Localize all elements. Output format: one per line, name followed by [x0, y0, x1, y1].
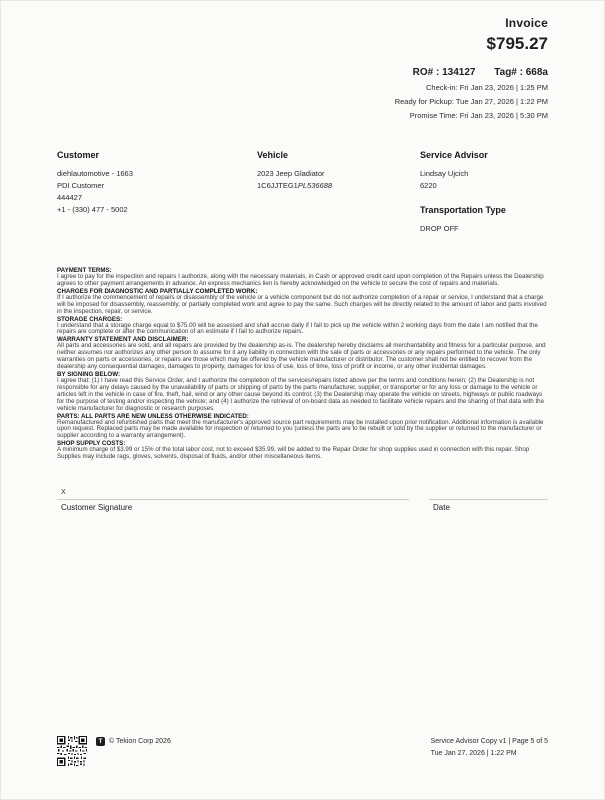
- term-diagnostic-charges: [57, 288, 548, 316]
- vehicle-model: 2023 Jeep Gladiator: [257, 169, 325, 178]
- service-advisor-block: [420, 150, 548, 235]
- term-storage-charges: [57, 316, 548, 337]
- vin-prefix: 1C6JJTEG1: [257, 181, 298, 190]
- term-warranty-disclaimer: [57, 336, 548, 371]
- transportation-type-value: DROP OFF: [420, 224, 459, 233]
- term-heading: BY SIGNING BELOW:: [57, 370, 121, 378]
- advisor-name: Lindsay Ujcich: [420, 169, 469, 178]
- customer-signature-label: Customer Signature: [61, 503, 133, 513]
- term-shop-supply-costs: [57, 440, 548, 461]
- date-label: Date: [433, 503, 450, 513]
- document-header: [1, 1, 604, 120]
- term-body: All parts and accessories are sold, and all repairs are provided by the dealership as-is. The dealership hereby disclaims all merchantability and fitness for a particular purpose, and neither assumes nor authorizes any other person to assume for it any liability in connection with the sale of parts or accessories or any repairs performed to the vehicle. The only warranties on parts or accessories, or repairs are those which may be offered by the vehicle manufacturer or distributor. The customer shall not be entitled to recover from the dealership any consequential damages, damages to property, damages for loss of use, loss of time, loss of profit or income, or any other incidental damages.: [57, 342, 546, 371]
- vehicle-block: [257, 150, 420, 235]
- tag-number: Tag# : 668a: [494, 67, 548, 78]
- terms-and-conditions-section: [1, 267, 604, 461]
- term-payment-terms: [57, 267, 548, 288]
- term-body: I understand that a storage charge equal to $75.00 will be assessed and shall accrue daily if I fail to pick up the vehicle within 2 working days from the date I am notified that the repairs are complete or after the communication of an estimate if I fail to authorize repairs.: [57, 321, 538, 336]
- invoice-total-amount: $795.27: [486, 34, 548, 53]
- vehicle-vin: [257, 180, 420, 192]
- customer-phone: +1 - (330) 477 - 5002: [57, 205, 128, 214]
- service-advisor-heading: Service Advisor: [420, 150, 488, 160]
- term-body: A minimum charge of $3.99 or 15% of the total labor cost, not to exceed $35.99, will be added to the Repair Order for shop supplies used in connection with this repair. Shop Supplies may include rags, gloves, solvents, disposal of fluids, and/or other miscellaneous items.: [57, 446, 530, 461]
- customer-heading: Customer: [57, 150, 100, 160]
- copyright-text: © Tekion Corp 2026: [109, 738, 171, 745]
- customer-name: diehlautomotive - 1663: [57, 169, 133, 178]
- tekion-logo-icon: T: [96, 737, 105, 746]
- term-heading: WARRANTY STATEMENT AND DISCLAIMER:: [57, 336, 189, 344]
- vehicle-heading: Vehicle: [257, 150, 289, 160]
- customer-number: 444427: [57, 193, 83, 202]
- footer-left: [57, 736, 171, 766]
- info-section: [1, 150, 604, 235]
- customer-type: PDI Customer: [57, 181, 105, 190]
- term-by-signing-below: [57, 371, 548, 413]
- term-body: Remanufactured and refurbished parts that meet the manufacturer's approved source part requirements may be installed upon prior notification. Additional information is available upon request. Replaced parts may be made available for inspection or returned to you (unless the parts are to be rebuilt or sold by the supplier or returned to the manufacturer or supplier according to a warranty arrangement).: [57, 418, 544, 440]
- customer-block: [57, 150, 257, 235]
- term-heading: STORAGE CHARGES:: [57, 315, 123, 323]
- copyright-line: [96, 737, 171, 746]
- term-heading: PARTS: ALL PARTS ARE NEW UNLESS OTHERWISE INDICATED:: [57, 412, 249, 420]
- signature-x-mark: X: [61, 489, 66, 497]
- qr-code-icon: [57, 736, 87, 766]
- checkin-time: Check-in: Fri Jan 23, 2026 | 1:25 PM: [425, 83, 548, 92]
- term-parts-new-unless-indicated: [57, 413, 548, 441]
- promise-time: Promise Time: Fri Jan 23, 2026 | 5:30 PM: [409, 111, 548, 120]
- term-heading: SHOP SUPPLY COSTS:: [57, 440, 126, 448]
- date-field: [429, 499, 548, 512]
- ready-for-pickup-time: Ready for Pickup: Tue Jan 27, 2026 | 1:22 PM: [394, 97, 548, 106]
- term-body: If I authorize the commencement of repairs or disassembly of the vehicle or a vehicle component but do not authorize completion of a repair or service, I understand that a charge will be imposed for disassembly, reassembly, or partially completed work and agree to pay the same. Such charges will be directly related to the amount of labor and parts involved in the inspection, repair, or service.: [57, 293, 547, 315]
- footer-right: [431, 736, 548, 760]
- term-heading: CHARGES FOR DIAGNOSTIC AND PARTIALLY COMPLETED WORK:: [57, 287, 258, 295]
- document-type-title: Invoice: [505, 16, 548, 30]
- term-body: I agree that: (1) I have read this Service Order, and I authorize the completion of the services/repairs listed above per the terms and conditions herein; (2) the Dealership is not responsible for any delays caused by the unavailability of parts or shipping of parts by the parts manufacturer, supplier, or transporter or for any loss or damage to the vehicle or articles left in the vehicle in case of fire, theft, hail, wind or any other cause beyond its control; (3) the Dealership may operate the vehicle on streets, highways or public roadways for the purpose of testing and/or inspecting the vehicle; and (4) I authorize the retrieval of on-board data as needed to facilitate vehicle repairs and the sharing of that data with the vehicle manufacturer for diagnostic or research purposes.: [57, 376, 545, 412]
- page-copy-info: Service Advisor Copy v1 | Page 5 of 5: [430, 738, 548, 745]
- print-timestamp: Tue Jan 27, 2026 | 1:22 PM: [430, 750, 517, 757]
- transportation-type-heading: Transportation Type: [420, 205, 506, 215]
- signature-section: [57, 489, 548, 512]
- document-footer: [57, 736, 548, 766]
- vin-suffix: PL536688: [297, 181, 333, 190]
- customer-signature-field: [57, 489, 409, 512]
- advisor-id: 6220: [420, 181, 437, 190]
- term-body: I agree to pay for the inspection and repairs I authorize, along with the necessary materials, in Cash or approved credit card upon completion of the Repairs unless the Dealership agrees to other payment arrangements in advance. An express mechanics lien is hereby acknowledged on the vehicle to secure the cost of repairs and materials.: [57, 273, 544, 287]
- term-heading: PAYMENT TERMS:: [57, 267, 112, 274]
- ro-tag-line: [57, 67, 548, 78]
- ro-number: RO# : 134127: [412, 67, 476, 78]
